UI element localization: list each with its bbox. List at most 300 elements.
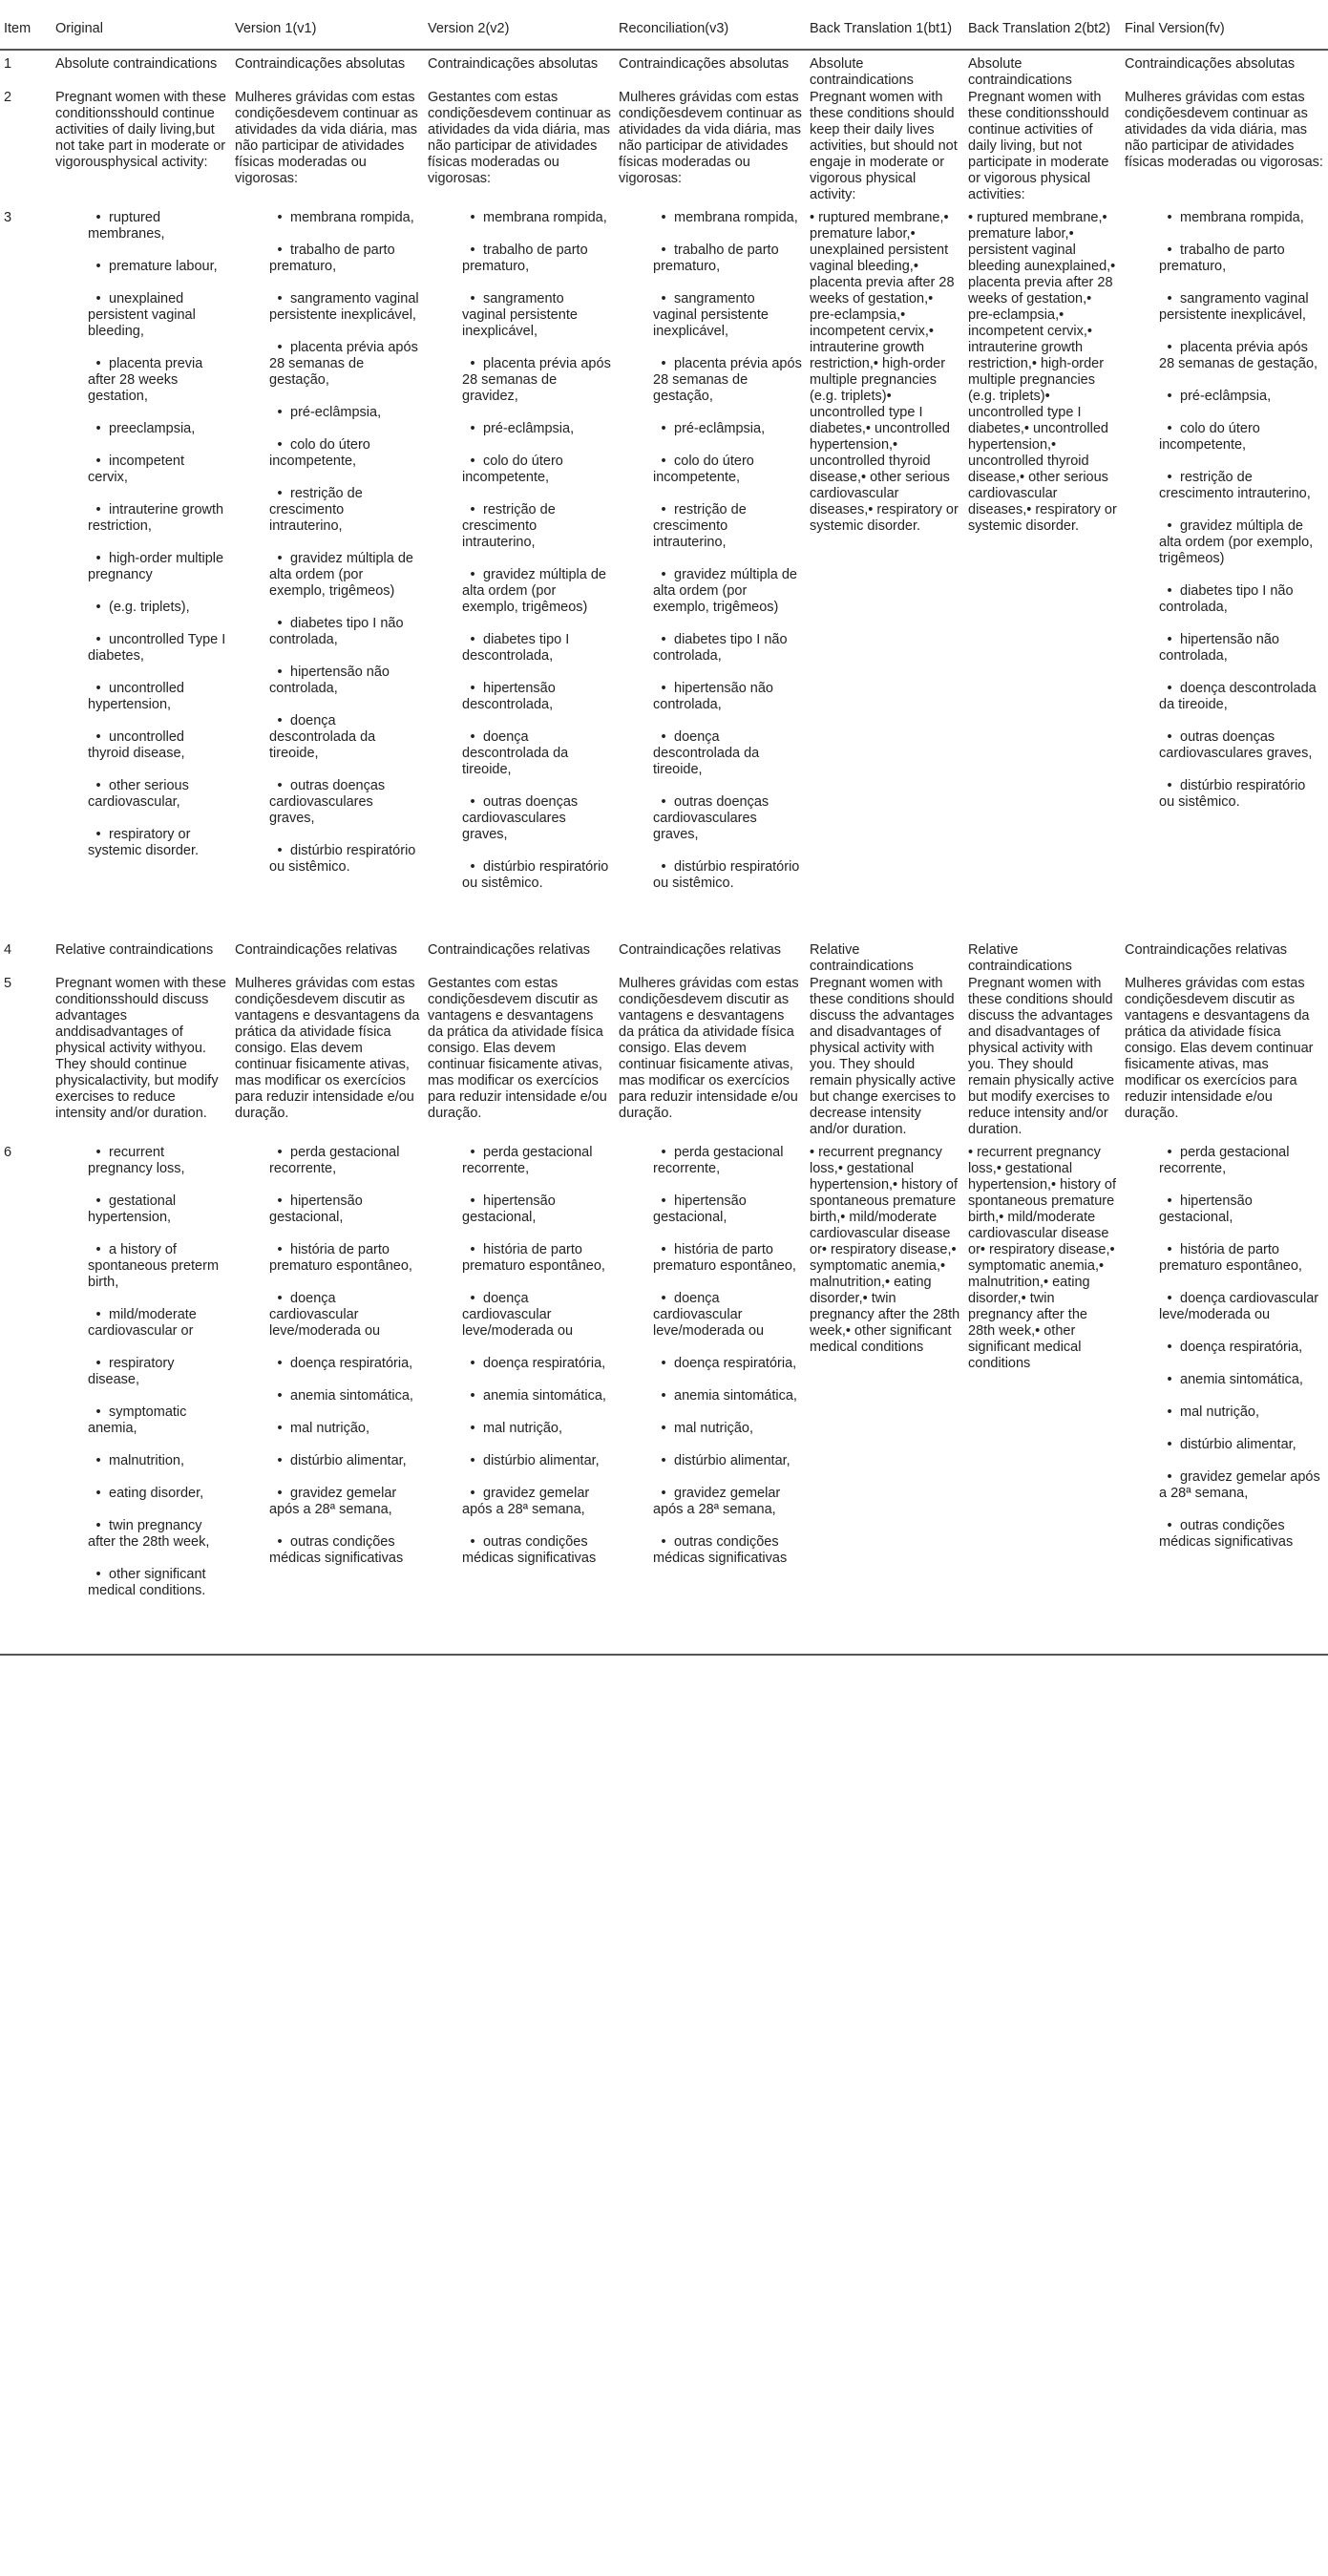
bullet-list bbox=[88, 210, 227, 859]
list-item-text: distúrbio respiratório ou sistêmico. bbox=[269, 843, 416, 875]
list-item bbox=[1159, 243, 1324, 275]
v2-cell: Contraindicações absolutas bbox=[428, 56, 599, 72]
bullet-icon: • bbox=[95, 1518, 101, 1533]
bullet-icon: • bbox=[277, 843, 283, 858]
bullet-list bbox=[1159, 1145, 1324, 1551]
bullet-icon: • bbox=[661, 729, 666, 745]
bullet-icon: • bbox=[470, 1356, 475, 1371]
bullet-icon: • bbox=[661, 210, 666, 225]
list-item-text: perda gestacional recorrente, bbox=[653, 1145, 784, 1176]
item-number: 5 bbox=[4, 976, 12, 991]
list-item-text: other serious cardiovascular, bbox=[88, 778, 189, 810]
bullet-list bbox=[653, 1145, 802, 1567]
bullet-icon: • bbox=[95, 502, 101, 517]
bullet-icon: • bbox=[661, 1291, 666, 1306]
bullet-icon: • bbox=[470, 1242, 475, 1257]
list-item-text: trabalho de parto prematuro, bbox=[653, 243, 779, 274]
list-item bbox=[653, 1534, 802, 1567]
list-item bbox=[88, 454, 227, 486]
list-item bbox=[462, 1356, 611, 1372]
list-item-text: doença respiratória, bbox=[483, 1356, 606, 1371]
list-item bbox=[88, 1486, 227, 1502]
bullet-icon: • bbox=[277, 1421, 283, 1436]
list-item bbox=[462, 1242, 611, 1275]
bullet-icon: • bbox=[1167, 729, 1172, 745]
bullet-icon: • bbox=[277, 1388, 283, 1404]
list-item bbox=[462, 794, 611, 843]
list-item-text: diabetes tipo I não controlada, bbox=[653, 632, 788, 664]
list-item-text: hipertensão descontrolada, bbox=[462, 681, 556, 712]
item-number: 2 bbox=[4, 90, 12, 105]
bullet-icon: • bbox=[277, 291, 283, 306]
list-item-text: mild/moderate cardiovascular or bbox=[88, 1307, 197, 1339]
bullet-icon: • bbox=[661, 1145, 666, 1160]
list-item-text: hipertensão gestacional, bbox=[462, 1193, 556, 1225]
list-item bbox=[88, 1404, 227, 1437]
list-item bbox=[269, 1193, 420, 1226]
list-item bbox=[269, 713, 420, 762]
list-item bbox=[653, 1421, 802, 1437]
table-row bbox=[0, 1139, 1328, 1644]
bullet-icon: • bbox=[661, 794, 666, 810]
fv-cell: Mulheres grávidas com estas condiçõesdevem discutir as vantagens e desvantagens da prática da atividade física consigo. Elas devem continuar fisicamente ativas, mas modificar os exercícios para reduzir intensidade e/ou duração. bbox=[1125, 976, 1314, 1121]
list-item bbox=[462, 632, 611, 665]
bullet-icon: • bbox=[95, 1486, 101, 1501]
list-item-text: trabalho de parto prematuro, bbox=[462, 243, 588, 274]
bt2-cell: Pregnant women with these conditions should discuss the advantages and disadvantages of physical activity with you. They should remain physically active but modify exercises to reduce intensity and/or duration. bbox=[968, 976, 1115, 1137]
list-item-text: doença cardiovascular leve/moderada ou bbox=[269, 1291, 381, 1339]
bullet-icon: • bbox=[470, 243, 475, 258]
bullet-list bbox=[269, 210, 420, 876]
list-item bbox=[653, 291, 802, 340]
list-item-text: gravidez gemelar após a 28ª semana, bbox=[269, 1486, 397, 1517]
list-item-text: malnutrition, bbox=[109, 1453, 184, 1468]
bullet-icon: • bbox=[277, 1453, 283, 1468]
bullet-icon: • bbox=[661, 1453, 666, 1468]
list-item bbox=[269, 340, 420, 389]
list-item bbox=[653, 210, 802, 226]
fv-cell: Contraindicações absolutas bbox=[1125, 56, 1296, 72]
list-item-text: preeclampsia, bbox=[109, 421, 196, 436]
list-item-text: trabalho de parto prematuro, bbox=[269, 243, 395, 274]
list-item-text: gravidez múltipla de alta ordem (por exemplo, trigêmeos) bbox=[653, 567, 797, 615]
list-item bbox=[269, 1291, 420, 1340]
list-item-text: symptomatic anemia, bbox=[88, 1404, 187, 1436]
bullet-icon: • bbox=[661, 1193, 666, 1209]
list-item-text: história de parto prematuro espontâneo, bbox=[1159, 1242, 1302, 1274]
list-item bbox=[88, 356, 227, 405]
list-item-text: outras doenças cardiovasculares graves, bbox=[653, 794, 769, 842]
table-row bbox=[0, 90, 1328, 204]
list-item-text: gravidez gemelar após a 28ª semana, bbox=[462, 1486, 590, 1517]
list-item bbox=[269, 243, 420, 275]
list-item bbox=[1159, 1193, 1324, 1226]
bullet-icon: • bbox=[277, 1242, 283, 1257]
bullet-icon: • bbox=[661, 291, 666, 306]
list-item bbox=[269, 405, 420, 421]
list-item-text: distúrbio alimentar, bbox=[1180, 1437, 1296, 1452]
list-item bbox=[269, 1453, 420, 1469]
list-item bbox=[88, 600, 227, 616]
bt2-cell: Pregnant women with these conditionsshould continue activities of daily living, but not participate in moderate or vigorous physical activities: bbox=[968, 90, 1109, 202]
bullet-list bbox=[653, 210, 802, 892]
bullet-icon: • bbox=[470, 1421, 475, 1436]
bullet-icon: • bbox=[277, 1486, 283, 1501]
v3-cell: Mulheres grávidas com estas condiçõesdevem continuar as atividades da vida diária, mas não participar de atividades físicas moderadas ou vigorosas: bbox=[619, 90, 802, 186]
bullet-icon: • bbox=[277, 210, 283, 225]
bullet-icon: • bbox=[1167, 1518, 1172, 1533]
bullet-icon: • bbox=[95, 729, 101, 745]
bullet-icon: • bbox=[95, 681, 101, 696]
list-item bbox=[88, 632, 227, 665]
list-item-text: colo do útero incompetente, bbox=[1159, 421, 1260, 453]
list-item bbox=[269, 1534, 420, 1567]
fv-cell: Contraindicações relativas bbox=[1125, 942, 1288, 958]
list-item-text: distúrbio respiratório ou sistêmico. bbox=[653, 859, 800, 891]
list-item bbox=[88, 291, 227, 340]
bullet-icon: • bbox=[277, 340, 283, 355]
bullet-icon: • bbox=[1167, 681, 1172, 696]
list-item bbox=[1159, 1469, 1324, 1502]
list-item bbox=[1159, 291, 1324, 324]
list-item-text: hipertensão não controlada, bbox=[653, 681, 773, 712]
bullet-icon: • bbox=[470, 210, 475, 225]
list-item bbox=[88, 210, 227, 243]
list-item bbox=[88, 1356, 227, 1388]
bullet-icon: • bbox=[1167, 1372, 1172, 1387]
list-item bbox=[653, 681, 802, 713]
bullet-icon: • bbox=[661, 1421, 666, 1436]
list-item bbox=[462, 681, 611, 713]
table-header bbox=[0, 11, 1328, 50]
list-item-text: gravidez múltipla de alta ordem (por exemplo, trigêmeos) bbox=[269, 551, 413, 599]
v3-cell bbox=[615, 204, 806, 937]
list-item-text: perda gestacional recorrente, bbox=[1159, 1145, 1290, 1176]
list-item-text: história de parto prematuro espontâneo, bbox=[462, 1242, 605, 1274]
list-item bbox=[269, 1242, 420, 1275]
list-item bbox=[462, 1486, 611, 1518]
original-cell: Absolute contraindications bbox=[55, 56, 218, 72]
bullet-icon: • bbox=[95, 778, 101, 793]
list-item bbox=[653, 421, 802, 437]
list-item bbox=[88, 551, 227, 583]
list-item bbox=[462, 210, 611, 226]
list-item-text: hipertensão não controlada, bbox=[269, 665, 390, 696]
bullet-icon: • bbox=[1167, 210, 1172, 225]
list-item bbox=[88, 681, 227, 713]
list-item-text: gravidez múltipla de alta ordem (por exemplo, trigêmeos) bbox=[462, 567, 606, 615]
list-item bbox=[653, 794, 802, 843]
bullet-icon: • bbox=[277, 665, 283, 680]
bullet-icon: • bbox=[95, 291, 101, 306]
list-item-text: membrana rompida, bbox=[1180, 210, 1304, 225]
list-item-text: premature labour, bbox=[109, 259, 218, 274]
col-header-v3: Reconciliation(v3) bbox=[615, 11, 806, 50]
bt2-cell: • ruptured membrane,• premature labor,• persistent vaginal bleeding aunexplained,• placenta previa after 28 weeks of gestation,• pre-eclampsia,• incompetent cervix,• intrauterine growth restriction,• high-order multiple pregnancies (e.g. triplets)• uncontrolled type I diabetes,• uncontrolled hypertension,• uncontrolled thyroid disease,• other serious cardiovascular diseases,• respiratory or systemic disorder. bbox=[968, 210, 1117, 534]
list-item bbox=[462, 1421, 611, 1437]
bullet-icon: • bbox=[277, 713, 283, 728]
list-item bbox=[88, 827, 227, 859]
bullet-icon: • bbox=[277, 1145, 283, 1160]
original-cell: Relative contraindications bbox=[55, 942, 214, 958]
list-item bbox=[1159, 210, 1324, 226]
list-item bbox=[653, 243, 802, 275]
list-item-text: pré-eclâmpsia, bbox=[483, 421, 575, 436]
bullet-icon: • bbox=[95, 1567, 101, 1582]
list-item bbox=[88, 502, 227, 535]
bullet-icon: • bbox=[1167, 1193, 1172, 1209]
list-item bbox=[88, 259, 227, 275]
bullet-icon: • bbox=[470, 1193, 475, 1209]
bt2-cell: Absolute contraindications bbox=[968, 56, 1072, 88]
list-item bbox=[462, 356, 611, 405]
list-item-text: mal nutrição, bbox=[483, 1421, 563, 1436]
bullet-icon: • bbox=[1167, 340, 1172, 355]
list-item-text: outras condições médicas significativas bbox=[653, 1534, 788, 1566]
bullet-icon: • bbox=[1167, 518, 1172, 534]
bullet-icon: • bbox=[1167, 389, 1172, 404]
list-item bbox=[653, 454, 802, 486]
list-item-text: placenta previa after 28 weeks gestation, bbox=[88, 356, 203, 404]
bullet-icon: • bbox=[1167, 583, 1172, 599]
list-item bbox=[88, 1193, 227, 1226]
list-item-text: outras doenças cardiovasculares graves, bbox=[1159, 729, 1313, 761]
list-item-text: doença descontrolada da tireoide, bbox=[1159, 681, 1317, 712]
list-item-text: história de parto prematuro espontâneo, bbox=[269, 1242, 412, 1274]
original-cell: Pregnant women with these conditionsshould discuss advantages anddisadvantages of physical activity withyou. They should continue physicalactivity, but modify exercises to reduce intensity and/or duration. bbox=[55, 976, 226, 1121]
list-item bbox=[88, 1518, 227, 1551]
bullet-icon: • bbox=[470, 1145, 475, 1160]
bullet-icon: • bbox=[1167, 243, 1172, 258]
list-item-text: restrição de crescimento intrauterino, bbox=[269, 486, 363, 534]
list-item-text: high-order multiple pregnancy bbox=[88, 551, 224, 582]
list-item bbox=[462, 243, 611, 275]
list-item-text: gestational hypertension, bbox=[88, 1193, 177, 1225]
bullet-list bbox=[462, 1145, 611, 1567]
v2-cell bbox=[424, 204, 615, 937]
list-item-text: hipertensão não controlada, bbox=[1159, 632, 1279, 664]
list-item-text: mal nutrição, bbox=[290, 1421, 370, 1436]
bullet-icon: • bbox=[470, 291, 475, 306]
list-item-text: ruptured membranes, bbox=[88, 210, 165, 242]
list-item bbox=[269, 1421, 420, 1437]
bullet-icon: • bbox=[95, 454, 101, 469]
list-item bbox=[462, 1145, 611, 1177]
col-header-bt2: Back Translation 2(bt2) bbox=[964, 11, 1121, 50]
bullet-icon: • bbox=[661, 681, 666, 696]
list-item bbox=[269, 1486, 420, 1518]
list-item-text: perda gestacional recorrente, bbox=[269, 1145, 400, 1176]
bt2-cell: • recurrent pregnancy loss,• gestational hypertension,• history of spontaneous premature birth,• mild/moderate cardiovascular disease or• respiratory disease,• symptomatic anemia,• malnutrition,• eating disorder,• twin pregnancy after the 28th week,• other significant medical conditions bbox=[968, 1145, 1116, 1371]
list-item-text: respiratory disease, bbox=[88, 1356, 175, 1387]
v3-cell: Contraindicações relativas bbox=[619, 942, 782, 958]
col-header-original: Original bbox=[52, 11, 231, 50]
list-item bbox=[269, 551, 420, 600]
bullet-icon: • bbox=[661, 1388, 666, 1404]
list-item-text: diabetes tipo I não controlada, bbox=[1159, 583, 1294, 615]
list-item-text: perda gestacional recorrente, bbox=[462, 1145, 593, 1176]
bullet-icon: • bbox=[661, 454, 666, 469]
col-header-fv: Final Version(fv) bbox=[1121, 11, 1328, 50]
bullet-list bbox=[1159, 210, 1324, 811]
list-item bbox=[269, 616, 420, 648]
bullet-icon: • bbox=[95, 1193, 101, 1209]
v1-cell bbox=[231, 1139, 424, 1644]
list-item bbox=[462, 454, 611, 486]
bullet-icon: • bbox=[1167, 470, 1172, 485]
list-item bbox=[653, 1486, 802, 1518]
list-item-text: distúrbio respiratório ou sistêmico. bbox=[462, 859, 609, 891]
list-item bbox=[462, 567, 611, 616]
bt1-cell: Pregnant women with these conditions should discuss the advantages and disadvantages of physical activity with you. They should remain physically active but change exercises to decrease intensity and/or duration. bbox=[810, 976, 957, 1137]
bullet-icon: • bbox=[470, 356, 475, 371]
list-item-text: distúrbio alimentar, bbox=[290, 1453, 407, 1468]
list-item-text: intrauterine growth restriction, bbox=[88, 502, 224, 534]
bullet-icon: • bbox=[470, 1388, 475, 1404]
bullet-icon: • bbox=[1167, 1404, 1172, 1420]
col-header-item: Item bbox=[0, 11, 52, 50]
table-bottom-rule bbox=[0, 1654, 1328, 1657]
list-item bbox=[462, 729, 611, 778]
translation-table bbox=[0, 11, 1328, 1644]
bullet-icon: • bbox=[95, 1145, 101, 1160]
bullet-list bbox=[462, 210, 611, 892]
v3-cell: Mulheres grávidas com estas condiçõesdevem discutir as vantagens e desvantagens da prática da atividade física consigo. Elas devem continuar fisicamente ativas, mas modificar os exercícios para reduzir intensidade e/ou duração. bbox=[619, 976, 799, 1121]
list-item-text: recurrent pregnancy loss, bbox=[88, 1145, 185, 1176]
bullet-icon: • bbox=[1167, 778, 1172, 793]
bullet-icon: • bbox=[277, 616, 283, 631]
bullet-icon: • bbox=[661, 421, 666, 436]
list-item-text: (e.g. triplets), bbox=[109, 600, 190, 615]
list-item-text: uncontrolled thyroid disease, bbox=[88, 729, 185, 761]
list-item bbox=[653, 1388, 802, 1404]
list-item-text: outras condições médicas significativas bbox=[1159, 1518, 1294, 1550]
v1-cell: Contraindicações absolutas bbox=[235, 56, 406, 72]
bt1-cell: Relative contraindications bbox=[810, 942, 914, 974]
list-item-text: pré-eclâmpsia, bbox=[1180, 389, 1272, 404]
list-item-text: sangramento vaginal persistente inexplicável, bbox=[653, 291, 769, 339]
list-item-text: outras doenças cardiovasculares graves, bbox=[462, 794, 579, 842]
list-item bbox=[88, 729, 227, 762]
list-item-text: colo do útero incompetente, bbox=[269, 437, 370, 469]
table-row bbox=[0, 937, 1328, 976]
v1-cell bbox=[231, 204, 424, 937]
bullet-icon: • bbox=[470, 1534, 475, 1550]
list-item bbox=[269, 843, 420, 876]
list-item bbox=[653, 502, 802, 551]
list-item bbox=[88, 1453, 227, 1469]
list-item-text: sangramento vaginal persistente inexplicável, bbox=[1159, 291, 1309, 323]
list-item bbox=[1159, 1291, 1324, 1323]
bullet-icon: • bbox=[1167, 1242, 1172, 1257]
col-header-v2: Version 2(v2) bbox=[424, 11, 615, 50]
list-item-text: membrana rompida, bbox=[290, 210, 414, 225]
list-item-text: anemia sintomática, bbox=[674, 1388, 797, 1404]
v2-cell: Gestantes com estas condiçõesdevem discutir as vantagens e desvantagens da prática da atividade física consigo. Elas devem continuar fisicamente ativas, mas modificar os exercícios para reduzir intensidade e/ou duração. bbox=[428, 976, 607, 1121]
list-item bbox=[653, 1356, 802, 1372]
v3-cell: Contraindicações absolutas bbox=[619, 56, 790, 72]
bullet-icon: • bbox=[470, 421, 475, 436]
list-item bbox=[1159, 1145, 1324, 1177]
bullet-icon: • bbox=[277, 1193, 283, 1209]
bullet-icon: • bbox=[470, 1291, 475, 1306]
list-item bbox=[462, 1534, 611, 1567]
v1-cell: Mulheres grávidas com estas condiçõesdevem continuar as atividades da vida diária, mas não participar de atividades físicas moderadas ou vigorosas: bbox=[235, 90, 418, 186]
item-number: 3 bbox=[4, 210, 12, 225]
bullet-icon: • bbox=[277, 1534, 283, 1550]
list-item bbox=[462, 421, 611, 437]
bullet-icon: • bbox=[470, 1486, 475, 1501]
bullet-icon: • bbox=[95, 1307, 101, 1322]
col-header-bt1: Back Translation 1(bt1) bbox=[806, 11, 964, 50]
list-item-text: placenta prévia após 28 semanas de gravidez, bbox=[462, 356, 611, 404]
bt2-cell: Relative contraindications bbox=[968, 942, 1072, 974]
bullet-icon: • bbox=[277, 1356, 283, 1371]
list-item-text: doença descontrolada da tireoide, bbox=[653, 729, 760, 777]
list-item-text: a history of spontaneous preterm birth, bbox=[88, 1242, 220, 1290]
list-item-text: placenta prévia após 28 semanas de gestação, bbox=[1159, 340, 1318, 371]
list-item bbox=[88, 1145, 227, 1177]
list-item-text: sangramento vaginal persistente inexplicável, bbox=[269, 291, 419, 323]
list-item-text: diabetes tipo I descontrolada, bbox=[462, 632, 570, 664]
list-item bbox=[653, 1145, 802, 1177]
bullet-icon: • bbox=[1167, 1469, 1172, 1485]
list-item-text: doença cardiovascular leve/moderada ou bbox=[1159, 1291, 1319, 1322]
bullet-icon: • bbox=[470, 632, 475, 647]
list-item bbox=[1159, 778, 1324, 811]
bullet-icon: • bbox=[95, 356, 101, 371]
bullet-icon: • bbox=[95, 210, 101, 225]
col-header-v1: Version 1(v1) bbox=[231, 11, 424, 50]
list-item bbox=[462, 1453, 611, 1469]
list-item bbox=[88, 1242, 227, 1291]
bullet-icon: • bbox=[1167, 1340, 1172, 1355]
list-item-text: pré-eclâmpsia, bbox=[674, 421, 766, 436]
list-item-text: anemia sintomática, bbox=[290, 1388, 413, 1404]
bullet-icon: • bbox=[470, 729, 475, 745]
list-item-text: hipertensão gestacional, bbox=[1159, 1193, 1253, 1225]
list-item-text: outras condições médicas significativas bbox=[462, 1534, 597, 1566]
list-item-text: membrana rompida, bbox=[674, 210, 798, 225]
bullet-icon: • bbox=[95, 632, 101, 647]
list-item bbox=[653, 1242, 802, 1275]
bullet-icon: • bbox=[277, 778, 283, 793]
item-number: 4 bbox=[4, 942, 12, 958]
list-item-text: restrição de crescimento intrauterino, bbox=[1159, 470, 1311, 501]
bullet-icon: • bbox=[470, 794, 475, 810]
bullet-list bbox=[88, 1145, 227, 1599]
bullet-icon: • bbox=[277, 551, 283, 566]
bullet-icon: • bbox=[95, 551, 101, 566]
list-item bbox=[653, 1291, 802, 1340]
list-item-text: outras condições médicas significativas bbox=[269, 1534, 404, 1566]
list-item-text: incompetent cervix, bbox=[88, 454, 184, 485]
list-item bbox=[1159, 681, 1324, 713]
bullet-icon: • bbox=[470, 681, 475, 696]
v2-cell: Gestantes com estas condiçõesdevem continuar as atividades da vida diária, mas não participar de atividades físicas moderadas ou vigorosas: bbox=[428, 90, 611, 186]
fv-cell: Mulheres grávidas com estas condiçõesdevem continuar as atividades da vida diária, mas não participar de atividades físicas moderadas ou vigorosas: bbox=[1125, 90, 1323, 170]
list-item bbox=[1159, 1437, 1324, 1453]
bullet-icon: • bbox=[661, 1356, 666, 1371]
list-item bbox=[1159, 1518, 1324, 1551]
list-item bbox=[88, 1307, 227, 1340]
bullet-icon: • bbox=[277, 486, 283, 501]
bullet-icon: • bbox=[95, 259, 101, 274]
bullet-icon: • bbox=[277, 243, 283, 258]
list-item-text: membrana rompida, bbox=[483, 210, 607, 225]
list-item bbox=[1159, 1340, 1324, 1356]
list-item bbox=[269, 778, 420, 827]
